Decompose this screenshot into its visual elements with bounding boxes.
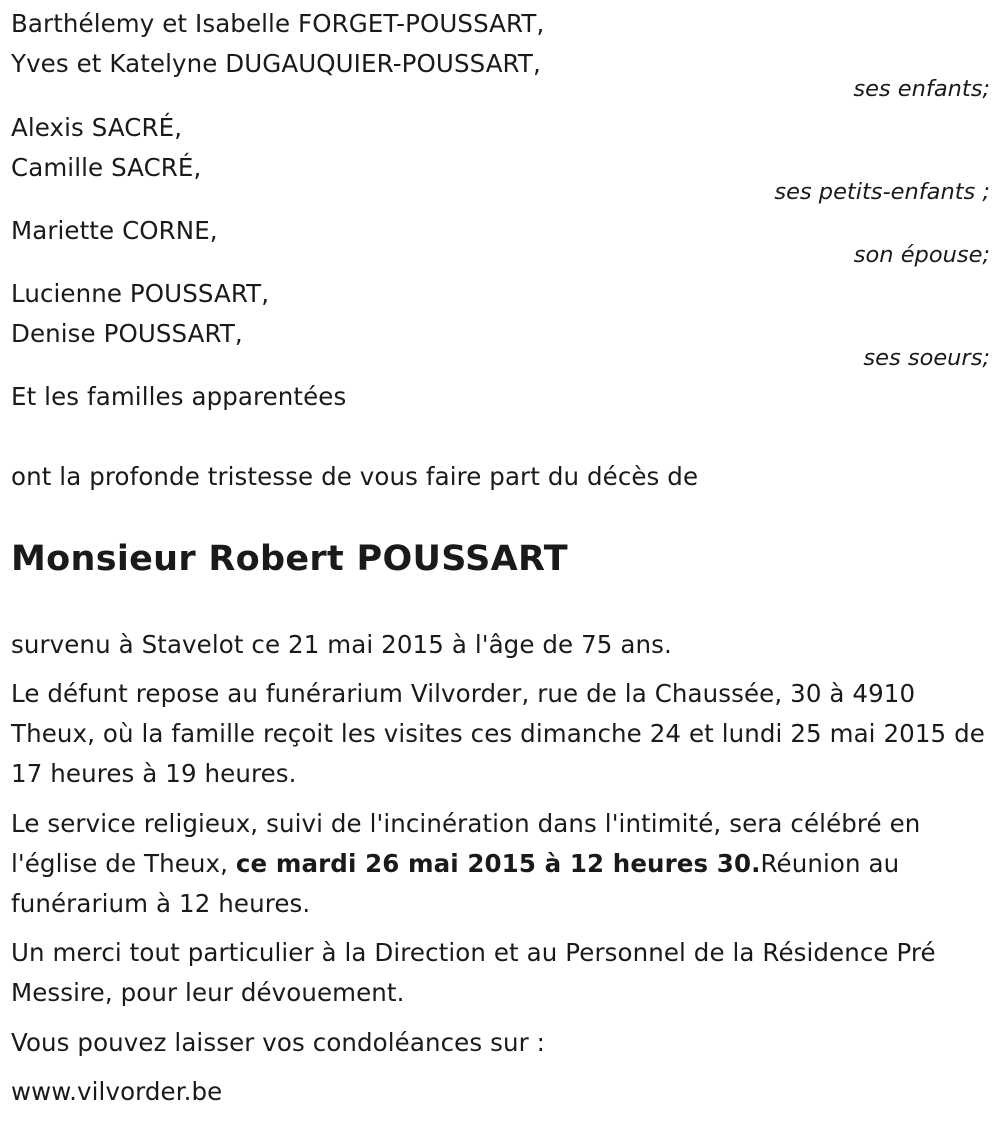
service-text-after: Réunion au funérarium à 12 heures. <box>11 849 900 918</box>
grandchildren-relation: ses petits-enfants ; <box>774 179 990 205</box>
visitation-paragraph: Le défunt repose au funérarium Vilvorder, rue de la Chaussée, 30 à 4910 Theux, où la famille reçoit les visites ces dimanche 24 et lundi 25 mai 2015 de 17 heures à 19 heures. <box>11 679 985 788</box>
sisters-relation: ses soeurs; <box>863 345 990 371</box>
thanks-paragraph: Un merci tout particulier à la Direction et au Personnel de la Résidence Pré Messire, pour leur dévouement. <box>11 938 936 1007</box>
spouse-name: Mariette CORNE, <box>11 216 218 245</box>
grandchild-name: Camille SACRÉ, <box>11 153 202 182</box>
death-info: survenu à Stavelot ce 21 mai 2015 à l'âge de 75 ans. <box>11 630 672 659</box>
service-paragraph <box>11 804 991 924</box>
children-relation: ses enfants; <box>853 76 990 102</box>
families-line: Et les familles apparentées <box>11 382 347 411</box>
spouse-relation: son épouse; <box>853 242 990 268</box>
website-link[interactable]: www.vilvorder.be <box>11 1077 223 1106</box>
grandchild-name: Alexis SACRÉ, <box>11 113 183 142</box>
child-name: Yves et Katelyne DUGAUQUIER-POUSSART, <box>11 49 541 78</box>
sister-name: Denise POUSSART, <box>11 319 243 348</box>
child-name: Barthélemy et Isabelle FORGET-POUSSART, <box>11 9 545 38</box>
deceased-name: Monsieur Robert POUSSART <box>11 539 568 579</box>
sister-name: Lucienne POUSSART, <box>11 279 270 308</box>
announcement-line: ont la profonde tristesse de vous faire part du décès de <box>11 462 699 491</box>
service-date-highlight: ce mardi 26 mai 2015 à 12 heures 30. <box>235 849 761 878</box>
service-text-before: Le service religieux, suivi de l'incinération dans l'intimité, sera célébré en l'église de Theux, <box>11 809 921 878</box>
condolences-label: Vous pouvez laisser vos condoléances sur : <box>11 1028 546 1057</box>
